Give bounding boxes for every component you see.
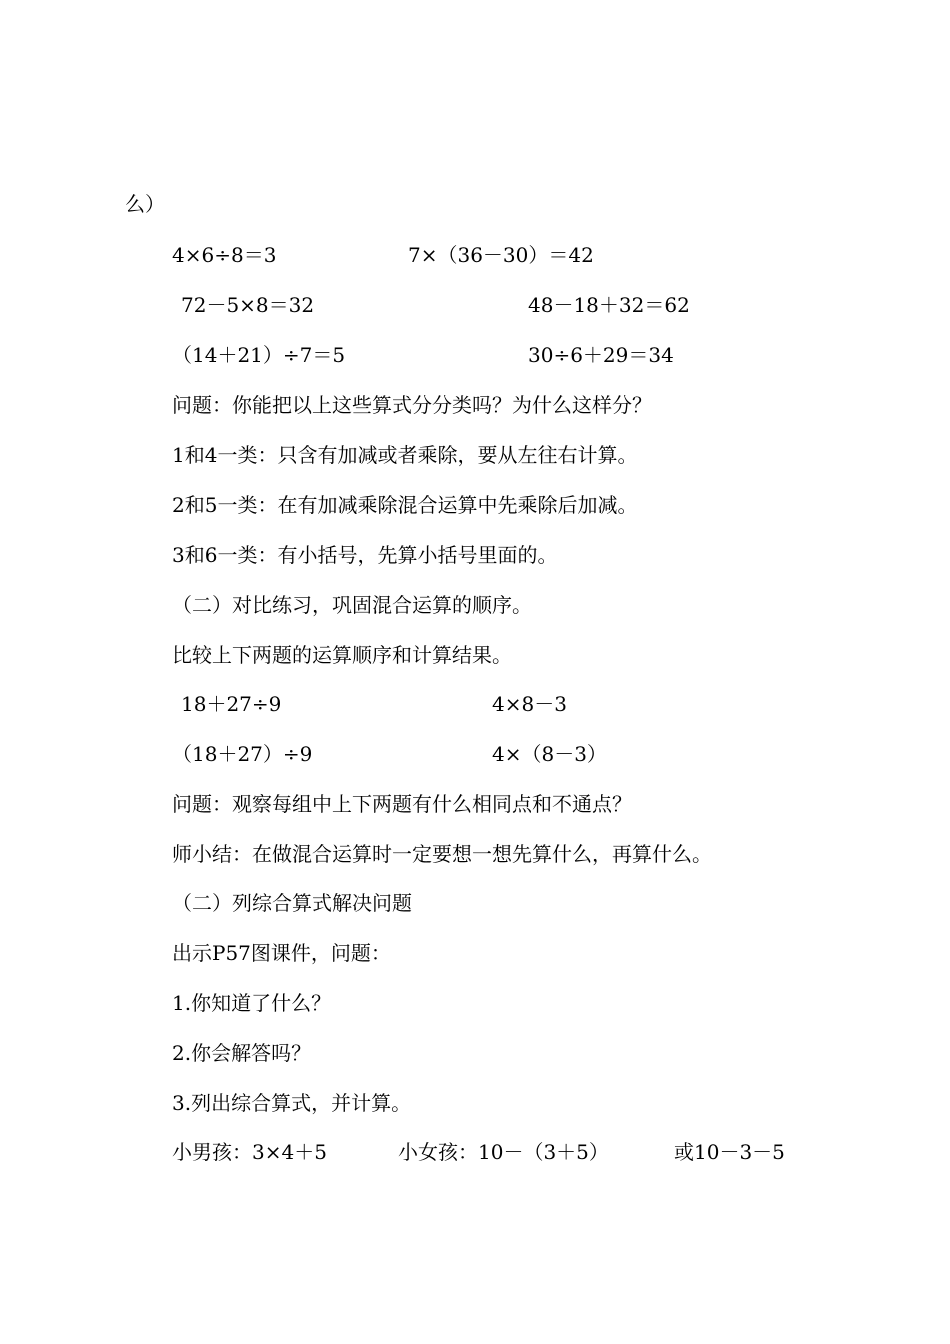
compare-instruction: 比较上下两题的运算顺序和计算结果。 [172,643,512,667]
top-fragment: 么） [125,192,165,216]
expression-1: 4×6÷8＝3 [172,243,277,267]
section-compare-title: （二）对比练习，巩固混合运算的顺序。 [172,593,532,617]
step-3: 3.列出综合算式，并计算。 [172,1091,412,1115]
expression-6: 30÷6＋29＝34 [528,343,674,367]
answer-girl: 小女孩：10－（3＋5） [398,1140,609,1164]
answer-boy: 小男孩：3×4＋5 [172,1140,327,1164]
category-3: 3和6一类：有小括号，先算小括号里面的。 [172,543,558,567]
step-2: 2.你会解答吗？ [172,1041,312,1065]
step-1: 1.你知道了什么？ [172,991,332,1015]
expression-4: 48－18＋32＝62 [528,293,690,317]
courseware-intro: 出示P57图课件，问题： [172,941,391,965]
expression-5: （14＋21）÷7＝5 [172,343,346,367]
expression-2: 7×（36－30）＝42 [408,243,594,267]
compare-expression-4: 4×（8－3） [492,742,607,766]
answer-alt: 或10－3－5 [674,1140,785,1164]
compare-expression-3: （18＋27）÷9 [172,742,313,766]
compare-expression-1: 18＋27÷9 [181,692,282,716]
question-1: 问题：你能把以上这些算式分分类吗？为什么这样分？ [172,393,652,417]
teacher-summary: 师小结：在做混合运算时一定要想一想先算什么，再算什么。 [172,842,712,866]
question-2: 问题：观察每组中上下两题有什么相同点和不通点？ [172,792,632,816]
category-1: 1和4一类：只含有加减或者乘除，要从左往右计算。 [172,443,638,467]
expression-3: 72－5×8＝32 [181,293,315,317]
compare-expression-2: 4×8－3 [492,692,567,716]
section-solve-title: （二）列综合算式解决问题 [172,891,412,915]
category-2: 2和5一类：在有加减乘除混合运算中先乘除后加减。 [172,493,638,517]
